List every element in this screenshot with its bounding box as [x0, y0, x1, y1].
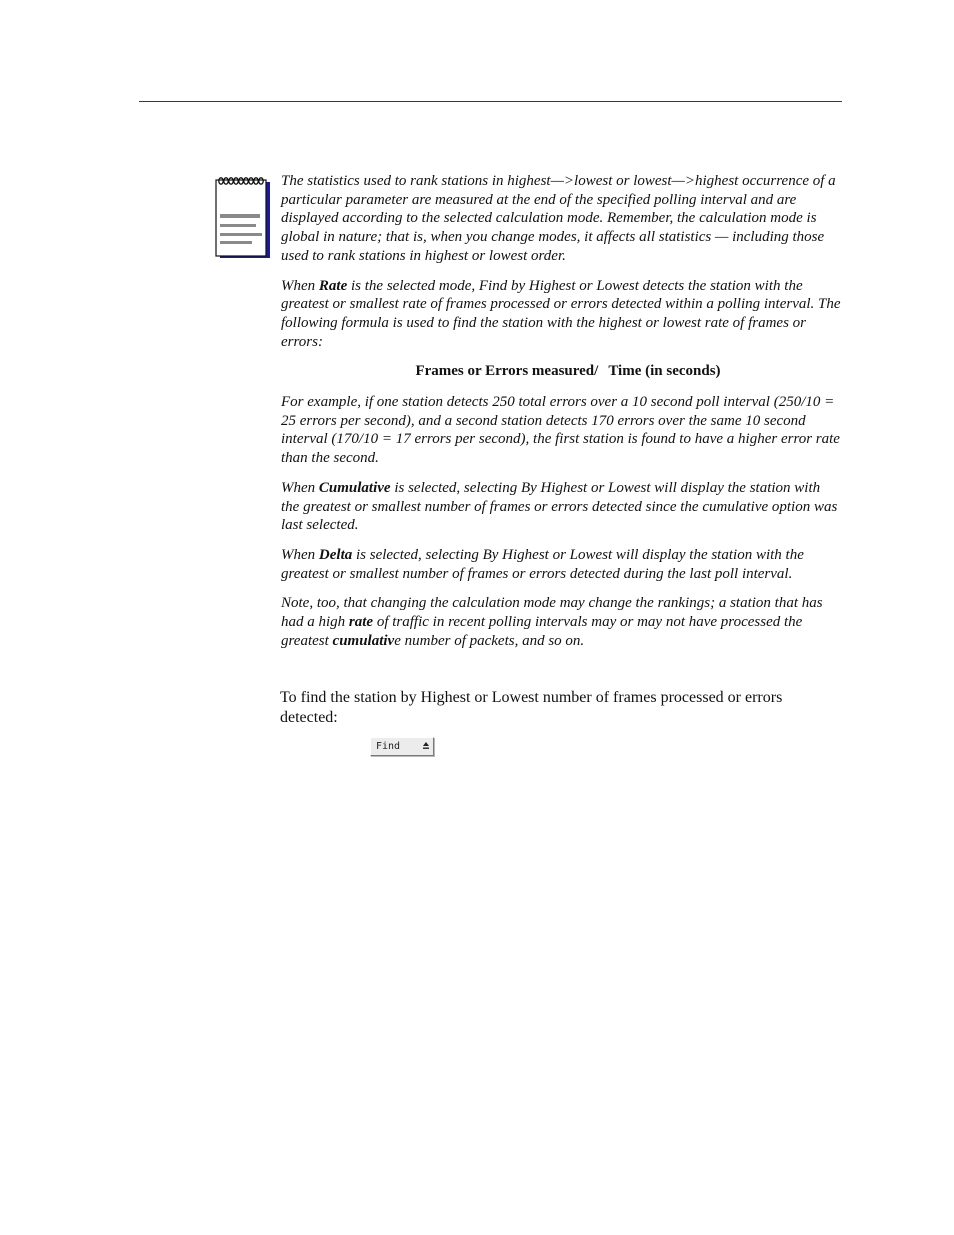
- formula-numerator: Frames or Errors measured/: [415, 363, 599, 380]
- text-run: When: [281, 546, 319, 563]
- updown-arrow-icon: [422, 740, 430, 752]
- note-paragraph-5: [281, 546, 841, 583]
- text-run: is selected, selecting By Highest or Lowest will display the station with the greatest or smallest number of frames or errors detected since the cumulative option was last selected.: [281, 479, 838, 534]
- note-paragraph-2: [281, 277, 841, 352]
- formula: [281, 362, 841, 381]
- emphasis-term: Cumulative: [318, 479, 391, 496]
- note-paragraph-6: [281, 594, 841, 650]
- text-run: When: [281, 479, 319, 496]
- formula-denominator: Time (in seconds): [608, 363, 721, 380]
- notepad-icon: [214, 176, 270, 260]
- header-rule: [139, 101, 842, 102]
- text-run: of traffic in recent polling intervals may or may not have processed the greatest: [281, 614, 803, 649]
- note-paragraph-1: [281, 172, 841, 266]
- emphasis-term: Delta: [318, 546, 353, 563]
- text-run: For example, if one station detects 250 total errors over a 10 second poll interval (250/10 = 25 errors per second), and a second station detects 170 errors over the same 10 second interval (170/10 = 17 errors per second), the first station is found to have a higher error rate than the second.: [281, 394, 840, 467]
- find-button[interactable]: [370, 737, 434, 756]
- find-button-label: Find: [376, 741, 401, 752]
- text-run: Note, too, that changing the calculation mode may change the rankings; a station that has had a high: [281, 595, 823, 631]
- emphasis-term: Rate: [318, 277, 348, 294]
- text-run: e number of packets, and so on.: [394, 632, 585, 649]
- text-run: When: [281, 277, 319, 294]
- emphasis-term: cumulativ: [332, 632, 395, 649]
- note-block: [281, 172, 841, 661]
- text-run: is the selected mode, Find by Highest or Lowest detects the station with the greatest or smallest rate of frames processed or errors detected within a polling interval. The following formula is used to find the station with the highest or lowest rate of frames or errors:: [281, 277, 841, 350]
- note-paragraph-3: [281, 393, 841, 468]
- emphasis-term: rate: [348, 614, 374, 631]
- text-run: The statistics used to rank stations in highest—>lowest or lowest—>highest occurrence of a particular parameter are measured at the end of the specified polling interval and are displayed according to the selected calculation mode. Remember, the calculation mode is global in nature; that is, when you change modes, it affects all statistics — including those used to rank stations in highest or lowest order.: [281, 173, 836, 264]
- text-run: is selected, selecting By Highest or Lowest will display the station with the greatest or smallest number of frames or errors detected during the last poll interval.: [281, 546, 804, 582]
- instruction-text: To find the station by Highest or Lowest number of frames processed or errors detected:: [280, 689, 783, 726]
- note-paragraph-4: [281, 479, 841, 535]
